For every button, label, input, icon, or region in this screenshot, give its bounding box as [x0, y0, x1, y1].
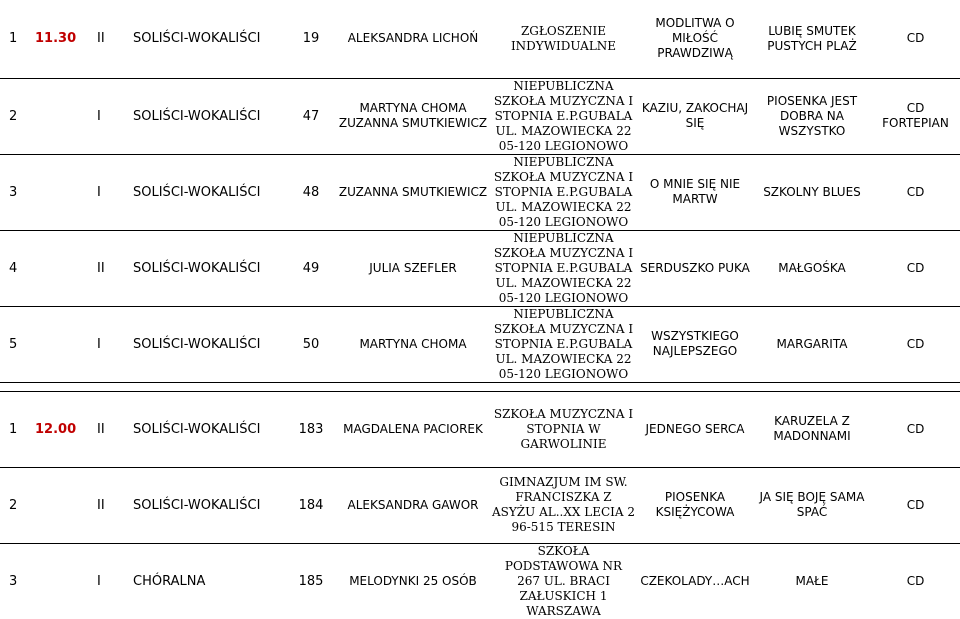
entry-number: 19: [302, 31, 320, 47]
time-slot: [33, 154, 95, 230]
performer-name: JULIA SZEFLER: [336, 230, 490, 306]
entry-number: 50: [286, 306, 336, 382]
school-name: NIEPUBLICZNA SZKOŁA MUZYCZNA I STOPNIA E.P.GUBALA UL. MAZOWIECKA 22 05-120 LEGIONOWO: [490, 154, 637, 230]
table-row: [0, 0, 960, 78]
accompaniment: CD: [871, 543, 960, 619]
category: SOLIŚCI-WOKALIŚCI: [131, 306, 286, 382]
song-2: MAŁE: [753, 543, 871, 619]
performer-name: ALEKSANDRA GAWOR: [336, 467, 490, 543]
category: SOLIŚCI-WOKALIŚCI: [131, 154, 286, 230]
song-1: KAZIU, ZAKOCHAJ SIĘ: [637, 78, 753, 154]
time-slot: [33, 306, 95, 382]
school-name: NIEPUBLICZNA SZKOŁA MUZYCZNA I STOPNIA E.P.GUBALA UL. MAZOWIECKA 22 05-120 LEGIONOWO: [490, 306, 637, 382]
round-label: I: [95, 78, 131, 154]
round-label: II: [97, 31, 105, 47]
time-slot: [33, 78, 95, 154]
round-label: I: [95, 543, 131, 619]
school-name: NIEPUBLICZNA SZKOŁA MUZYCZNA I STOPNIA E.P.GUBALA UL. MAZOWIECKA 22 05-120 LEGIONOWO: [490, 78, 637, 154]
song-2: LUBIĘ SMUTEK PUSTYCH PLAŻ: [767, 23, 857, 53]
table-row: [0, 154, 960, 230]
category: SOLIŚCI-WOKALIŚCI: [131, 230, 286, 306]
school-name: SZKOŁA PODSTAWOWA NR 267 UL. BRACI ZAŁUSKICH 1 WARSZAWA: [490, 543, 637, 619]
song-2: JA SIĘ BOJĘ SAMA SPAĆ: [753, 467, 871, 543]
section-separator: [0, 382, 960, 391]
round-label: I: [95, 154, 131, 230]
table-row: [0, 543, 960, 619]
performer-name: MARTYNA CHOMA: [336, 306, 490, 382]
round-label: I: [95, 306, 131, 382]
accompaniment: CD FORTEPIAN: [871, 78, 960, 154]
category: CHÓRALNA: [131, 543, 286, 619]
performer-name: MARTYNA CHOMA ZUZANNA SMUTKIEWICZ: [336, 78, 490, 154]
song-1: SERDUSZKO PUKA: [637, 230, 753, 306]
row-number: 4: [0, 230, 33, 306]
school-name: ZGŁOSZENIE INDYWIDUALNE: [510, 23, 617, 53]
row-number: 2: [0, 78, 33, 154]
category: SOLIŚCI-WOKALIŚCI: [133, 31, 261, 47]
table-row: [0, 467, 960, 543]
accompaniment: CD: [871, 154, 960, 230]
song-1: PIOSENKA KSIĘŻYCOWA: [637, 467, 753, 543]
school-name: GIMNAZJUM IM SW. FRANCISZKA Z ASYŻU AL..XX LECIA 2 96-515 TERESIN: [490, 467, 637, 543]
accompaniment: CD: [871, 391, 960, 467]
school-name: SZKOŁA MUZYCZNA I STOPNIA W GARWOLINIE: [490, 391, 637, 467]
song-2: MARGARITA: [753, 306, 871, 382]
song-1: JEDNEGO SERCA: [637, 391, 753, 467]
performer-name: MELODYNKI 25 OSÓB: [336, 543, 490, 619]
performer-name: ZUZANNA SMUTKIEWICZ: [336, 154, 490, 230]
row-number: 3: [0, 543, 33, 619]
entry-number: 183: [286, 391, 336, 467]
song-1: O MNIE SIĘ NIE MARTW: [637, 154, 753, 230]
row-number: 1: [0, 391, 33, 467]
song-1: MODLITWA O MIŁOŚĆ PRAWDZIWĄ: [655, 16, 735, 61]
school-name: NIEPUBLICZNA SZKOŁA MUZYCZNA I STOPNIA E.P.GUBALA UL. MAZOWIECKA 22 05-120 LEGIONOWO: [490, 230, 637, 306]
round-label: II: [95, 467, 131, 543]
entry-number: 185: [286, 543, 336, 619]
accompaniment: CD: [871, 467, 960, 543]
time-slot: [33, 467, 95, 543]
accompaniment: CD: [871, 306, 960, 382]
time-slot: [33, 230, 95, 306]
round-label: II: [95, 230, 131, 306]
row-number: 2: [0, 467, 33, 543]
song-2: MAŁGOŚKA: [753, 230, 871, 306]
time-slot: 12.00: [33, 391, 95, 467]
table-row: [0, 306, 960, 382]
time-slot: 11.30: [35, 31, 77, 47]
category: SOLIŚCI-WOKALIŚCI: [131, 391, 286, 467]
accompaniment: CD: [906, 31, 925, 46]
entry-number: 47: [286, 78, 336, 154]
entry-number: 184: [286, 467, 336, 543]
song-1: WSZYSTKIEGO NAJLEPSZEGO: [637, 306, 753, 382]
performer-name: MAGDALENA PACIOREK: [336, 391, 490, 467]
song-1: CZEKOLADY…ACH: [637, 543, 753, 619]
table-row: [0, 230, 960, 306]
row-number: 1: [9, 31, 18, 47]
table-row: [0, 78, 960, 154]
time-slot: [33, 543, 95, 619]
song-2: KARUZELA Z MADONNAMI: [753, 391, 871, 467]
song-2: PIOSENKA JEST DOBRA NA WSZYSTKO: [753, 78, 871, 154]
round-label: II: [95, 391, 131, 467]
song-2: SZKOLNY BLUES: [753, 154, 871, 230]
accompaniment: CD: [871, 230, 960, 306]
entry-number: 48: [286, 154, 336, 230]
category: SOLIŚCI-WOKALIŚCI: [131, 467, 286, 543]
table-row: [0, 391, 960, 467]
category: SOLIŚCI-WOKALIŚCI: [131, 78, 286, 154]
row-number: 3: [0, 154, 33, 230]
performer-name: ALEKSANDRA LICHOŃ: [347, 31, 479, 46]
row-number: 5: [0, 306, 33, 382]
entry-number: 49: [286, 230, 336, 306]
